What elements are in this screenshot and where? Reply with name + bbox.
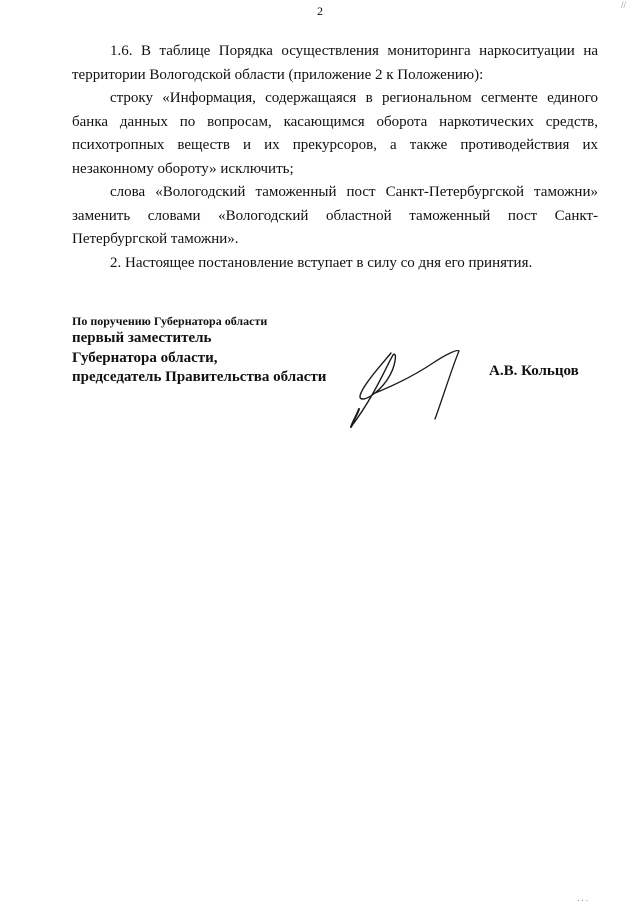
corner-mark: //	[620, 0, 626, 10]
page-number: 2	[317, 4, 323, 18]
body-text	[72, 40, 598, 275]
signatory-title-line-3: председатель Правительства области	[72, 369, 327, 385]
paragraph-1-6: 1.6. В таблице Порядка осуществления мониторинга наркоситуации на территории Вологодской области (приложение 2 к Положению):	[72, 43, 598, 83]
paragraph-words-replacement: слова «Вологодский таможенный пост Санкт-Петербургской таможни» заменить словами «Вологодский областной таможенный пост Санкт-Петербургской таможни».	[72, 184, 598, 247]
signatory-title-line-1: первый заместитель	[72, 330, 212, 346]
by-order-note: По поручению Губернатора области	[72, 314, 268, 328]
signatory-title-line-2: Губернатора области,	[72, 349, 218, 366]
signatory-name: А.В. Кольцов	[489, 363, 579, 379]
paragraph-effective-date: 2. Настоящее постановление вступает в силу со дня его принятия.	[110, 254, 533, 271]
paragraph-string-removal: строку «Информация, содержащаяся в региональном сегменте единого банка данных по вопросам, касающимся оборота наркотических средств, психотропных веществ и их прекурсоров, а также противодействия их незаконному обороту» исключить;	[72, 90, 598, 177]
handwritten-signature	[335, 335, 465, 435]
bottom-mark: ...	[577, 893, 590, 903]
